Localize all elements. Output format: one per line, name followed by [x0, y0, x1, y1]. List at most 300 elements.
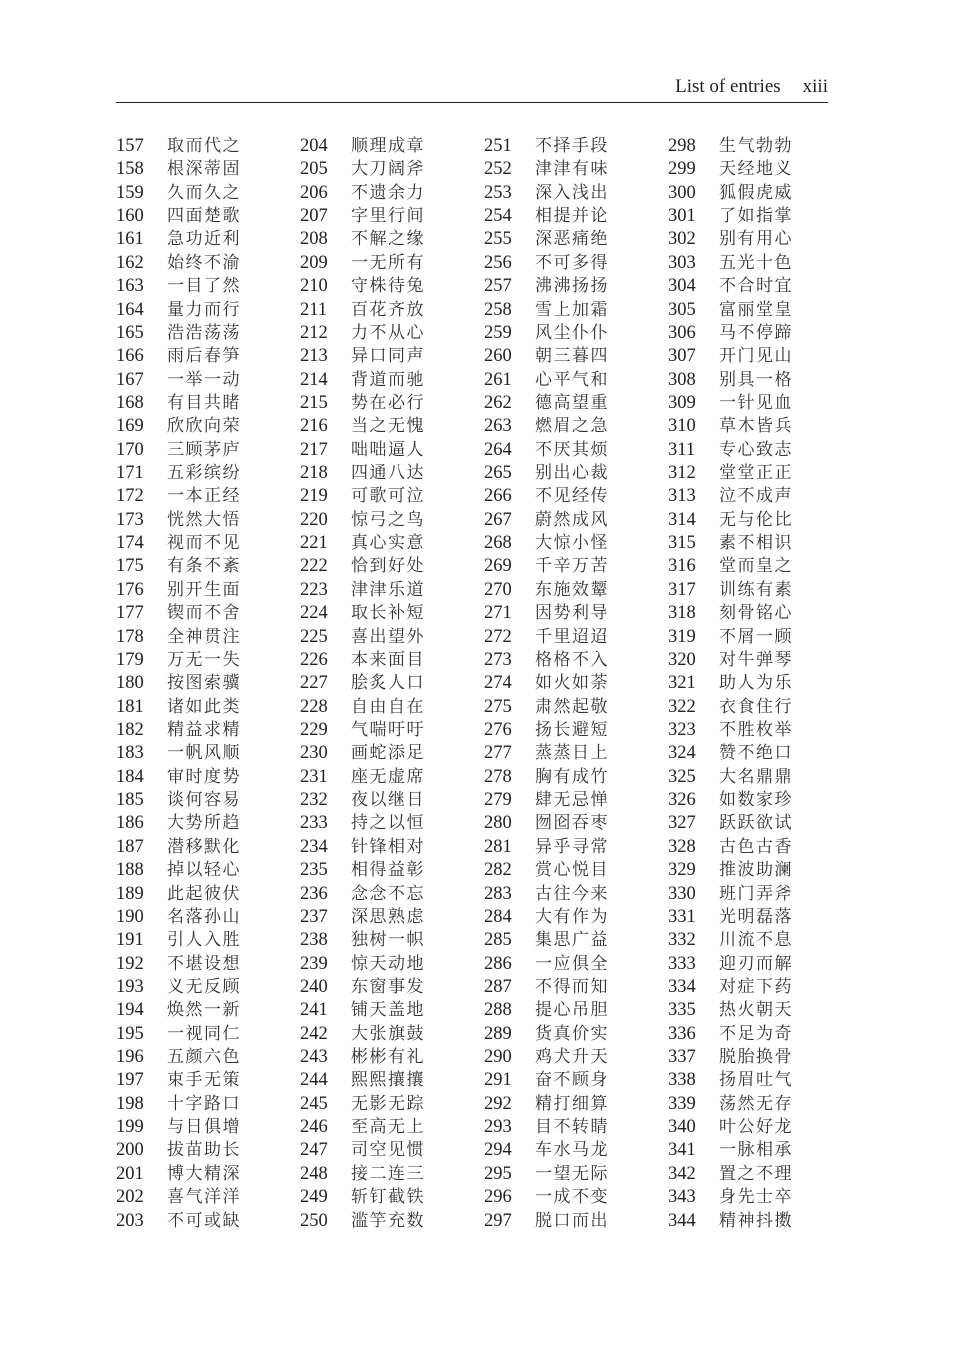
entry-number: 238 — [300, 930, 328, 951]
entry-idiom: 鸡犬升天 — [535, 1047, 609, 1068]
entry-row — [668, 601, 858, 624]
entry-idiom: 博大精深 — [167, 1163, 241, 1184]
entry-idiom: 囫囵吞枣 — [535, 813, 609, 834]
entry-idiom: 念念不忘 — [351, 883, 425, 904]
entry-number: 244 — [300, 1070, 328, 1091]
entry-row — [668, 1092, 858, 1115]
entry-number: 208 — [300, 229, 328, 250]
entry-idiom: 不解之缘 — [351, 229, 425, 250]
entry-number: 299 — [668, 159, 696, 180]
entry-number: 294 — [484, 1140, 512, 1161]
entry-row — [116, 882, 306, 905]
entry-row — [484, 1162, 674, 1185]
entry-row — [484, 461, 674, 484]
entry-row — [484, 1115, 674, 1138]
entry-idiom: 大名鼎鼎 — [719, 766, 793, 787]
entry-idiom: 天经地义 — [719, 159, 793, 180]
entry-row — [116, 1138, 306, 1161]
entry-row — [484, 741, 674, 764]
entry-row — [300, 578, 490, 601]
entry-idiom: 对牛弹琴 — [719, 649, 793, 670]
entry-number: 236 — [300, 883, 328, 904]
entry-idiom: 专心致志 — [719, 439, 793, 460]
entry-number: 248 — [300, 1163, 328, 1184]
entry-number: 181 — [116, 696, 144, 717]
entry-idiom: 斩钉截铁 — [351, 1187, 425, 1208]
entry-number: 307 — [668, 346, 696, 367]
entry-number: 331 — [668, 906, 696, 927]
entry-idiom: 对症下药 — [719, 976, 793, 997]
entry-number: 223 — [300, 579, 328, 600]
entry-row — [300, 134, 490, 157]
entry-idiom: 拔苗助长 — [167, 1140, 241, 1161]
entry-idiom: 根深蒂固 — [167, 159, 241, 180]
entry-idiom: 无与伦比 — [719, 509, 793, 530]
entry-row — [668, 298, 858, 321]
entry-number: 175 — [116, 556, 144, 577]
entry-idiom: 别有用心 — [719, 229, 793, 250]
entry-row — [484, 718, 674, 741]
entry-idiom: 五光十色 — [719, 252, 793, 273]
entry-number: 260 — [484, 346, 512, 367]
entry-number: 287 — [484, 976, 512, 997]
entry-row — [300, 648, 490, 671]
entry-row — [300, 368, 490, 391]
entry-idiom: 势在必行 — [351, 392, 425, 413]
entry-idiom: 恍然大悟 — [167, 509, 241, 530]
entry-number: 235 — [300, 860, 328, 881]
entry-idiom: 堂堂正正 — [719, 463, 793, 484]
entry-row — [300, 858, 490, 881]
entry-row — [300, 181, 490, 204]
entry-idiom: 川流不息 — [719, 930, 793, 951]
entry-row — [668, 554, 858, 577]
entry-number: 221 — [300, 533, 328, 554]
entry-row — [668, 998, 858, 1021]
entry-number: 265 — [484, 463, 512, 484]
entry-idiom: 开门见山 — [719, 346, 793, 367]
entry-number: 259 — [484, 322, 512, 343]
entry-number: 177 — [116, 603, 144, 624]
entry-number: 266 — [484, 486, 512, 507]
entry-number: 196 — [116, 1047, 144, 1068]
entry-number: 209 — [300, 252, 328, 273]
entry-number: 179 — [116, 649, 144, 670]
entry-row — [116, 601, 306, 624]
entry-idiom: 不见经传 — [535, 486, 609, 507]
entry-row — [116, 1185, 306, 1208]
entry-row — [484, 1209, 674, 1232]
entry-number: 164 — [116, 299, 144, 320]
entry-number: 329 — [668, 860, 696, 881]
entry-row — [668, 1068, 858, 1091]
entry-idiom: 取长补短 — [351, 603, 425, 624]
entry-idiom: 置之不理 — [719, 1163, 793, 1184]
entry-number: 213 — [300, 346, 328, 367]
entry-number: 210 — [300, 276, 328, 297]
entry-row — [116, 227, 306, 250]
entry-row — [484, 414, 674, 437]
entry-number: 252 — [484, 159, 512, 180]
entry-number: 257 — [484, 276, 512, 297]
entry-row — [300, 321, 490, 344]
entry-number: 253 — [484, 182, 512, 203]
entry-row — [668, 625, 858, 648]
entry-row — [300, 204, 490, 227]
entry-row — [116, 718, 306, 741]
entry-number: 199 — [116, 1117, 144, 1138]
header-text — [675, 76, 828, 98]
entry-idiom: 持之以恒 — [351, 813, 425, 834]
entry-number: 314 — [668, 509, 696, 530]
entry-idiom: 迎刃而解 — [719, 953, 793, 974]
entry-idiom: 一脉相承 — [719, 1140, 793, 1161]
entry-number: 341 — [668, 1140, 696, 1161]
entry-row — [668, 811, 858, 834]
entry-idiom: 草木皆兵 — [719, 416, 793, 437]
entry-number: 333 — [668, 953, 696, 974]
entry-row — [484, 952, 674, 975]
entry-idiom: 针锋相对 — [351, 836, 425, 857]
entry-number: 283 — [484, 883, 512, 904]
entry-number: 184 — [116, 766, 144, 787]
entry-idiom: 有目共睹 — [167, 392, 241, 413]
entry-row — [116, 1045, 306, 1068]
entry-idiom: 审时度势 — [167, 766, 241, 787]
entry-row — [668, 274, 858, 297]
entry-row — [668, 344, 858, 367]
entry-idiom: 异乎寻常 — [535, 836, 609, 857]
entry-idiom: 津津有味 — [535, 159, 609, 180]
entry-idiom: 脍炙人口 — [351, 673, 425, 694]
entry-row — [668, 1022, 858, 1045]
entry-row — [116, 1022, 306, 1045]
entry-number: 220 — [300, 509, 328, 530]
entry-idiom: 一目了然 — [167, 276, 241, 297]
entry-number: 240 — [300, 976, 328, 997]
entry-idiom: 万无一失 — [167, 649, 241, 670]
entry-idiom: 当之无愧 — [351, 416, 425, 437]
entry-number: 204 — [300, 136, 328, 156]
entry-row — [484, 998, 674, 1021]
entry-number: 315 — [668, 533, 696, 554]
entry-idiom: 铺天盖地 — [351, 1000, 425, 1021]
entry-idiom: 久而久之 — [167, 182, 241, 203]
entry-number: 215 — [300, 392, 328, 413]
entry-row — [300, 695, 490, 718]
entry-number: 194 — [116, 1000, 144, 1021]
entry-row — [300, 952, 490, 975]
entry-number: 201 — [116, 1163, 144, 1184]
entry-idiom: 精益求精 — [167, 719, 241, 740]
entry-idiom: 恰到好处 — [351, 556, 425, 577]
entry-row — [668, 251, 858, 274]
entry-idiom: 大张旗鼓 — [351, 1023, 425, 1044]
entry-idiom: 训练有素 — [719, 579, 793, 600]
entry-number: 167 — [116, 369, 144, 390]
entry-idiom: 千里迢迢 — [535, 626, 609, 647]
entry-row — [116, 952, 306, 975]
entry-number: 311 — [668, 439, 696, 460]
entry-idiom: 相提并论 — [535, 206, 609, 227]
entry-number: 289 — [484, 1023, 512, 1044]
entry-row — [484, 484, 674, 507]
entry-row — [668, 671, 858, 694]
entry-number: 239 — [300, 953, 328, 974]
entry-idiom: 古往今来 — [535, 883, 609, 904]
entry-row — [668, 414, 858, 437]
entry-row — [116, 695, 306, 718]
entry-row — [484, 181, 674, 204]
entry-number: 270 — [484, 579, 512, 600]
entry-idiom: 十字路口 — [167, 1093, 241, 1114]
entry-row — [300, 835, 490, 858]
entry-idiom: 别具一格 — [719, 369, 793, 390]
entry-idiom: 一应俱全 — [535, 953, 609, 974]
entry-row — [484, 1022, 674, 1045]
entry-number: 263 — [484, 416, 512, 437]
entry-row — [484, 321, 674, 344]
entry-number: 290 — [484, 1047, 512, 1068]
entry-idiom: 一成不变 — [535, 1187, 609, 1208]
entry-number: 255 — [484, 229, 512, 250]
entry-row — [116, 1092, 306, 1115]
entry-row — [484, 227, 674, 250]
entry-row — [484, 811, 674, 834]
entry-idiom: 扬长避短 — [535, 719, 609, 740]
entry-row — [668, 438, 858, 461]
entry-idiom: 赞不绝口 — [719, 743, 793, 764]
entry-row — [300, 882, 490, 905]
entry-number: 183 — [116, 743, 144, 764]
entry-number: 200 — [116, 1140, 144, 1161]
entry-row — [668, 835, 858, 858]
entry-idiom: 字里行间 — [351, 206, 425, 227]
entry-idiom: 始终不渝 — [167, 252, 241, 273]
entry-number: 344 — [668, 1210, 696, 1231]
entry-row — [668, 461, 858, 484]
entry-idiom: 熙熙攘攘 — [351, 1070, 425, 1091]
entry-row — [116, 461, 306, 484]
entry-idiom: 热火朝天 — [719, 1000, 793, 1021]
entry-row — [668, 928, 858, 951]
entry-idiom: 精打细算 — [535, 1093, 609, 1114]
entry-idiom: 刻骨铭心 — [719, 603, 793, 624]
entry-row — [300, 765, 490, 788]
entry-row — [668, 321, 858, 344]
entry-number: 232 — [300, 790, 328, 811]
entry-idiom: 千辛万苦 — [535, 556, 609, 577]
entry-row — [484, 1138, 674, 1161]
entry-idiom: 马不停蹄 — [719, 322, 793, 343]
entry-number: 168 — [116, 392, 144, 413]
entry-number: 158 — [116, 159, 144, 180]
entry-row — [300, 625, 490, 648]
entry-idiom: 深恶痛绝 — [535, 229, 609, 250]
entry-idiom: 荡然无存 — [719, 1093, 793, 1114]
entry-row — [484, 578, 674, 601]
entry-idiom: 顺理成章 — [351, 136, 425, 156]
entry-idiom: 此起彼伏 — [167, 883, 241, 904]
entry-idiom: 沸沸扬扬 — [535, 276, 609, 297]
entry-row — [116, 344, 306, 367]
entry-row — [116, 531, 306, 554]
entry-row — [116, 671, 306, 694]
entry-idiom: 燃眉之急 — [535, 416, 609, 437]
entry-idiom: 脱胎换骨 — [719, 1047, 793, 1068]
entry-number: 308 — [668, 369, 696, 390]
entry-idiom: 引人入胜 — [167, 930, 241, 951]
entry-number: 185 — [116, 790, 144, 811]
entry-row — [300, 1068, 490, 1091]
entry-row — [116, 1209, 306, 1232]
entry-row — [668, 227, 858, 250]
entry-row — [668, 484, 858, 507]
entry-idiom: 泣不成声 — [719, 486, 793, 507]
entry-idiom: 因势利导 — [535, 603, 609, 624]
entry-row — [116, 858, 306, 881]
entry-number: 340 — [668, 1117, 696, 1138]
entry-number: 250 — [300, 1210, 328, 1231]
entry-idiom: 雪上加霜 — [535, 299, 609, 320]
entry-row — [300, 157, 490, 180]
entry-number: 227 — [300, 673, 328, 694]
entry-number: 218 — [300, 463, 328, 484]
entry-row — [668, 181, 858, 204]
entry-row — [116, 1162, 306, 1185]
entry-number: 332 — [668, 930, 696, 951]
entry-idiom: 奋不顾身 — [535, 1070, 609, 1091]
entry-idiom: 大刀阔斧 — [351, 159, 425, 180]
entry-number: 339 — [668, 1093, 696, 1114]
entry-number: 335 — [668, 1000, 696, 1021]
entry-number: 292 — [484, 1093, 512, 1114]
entry-idiom: 光明磊落 — [719, 906, 793, 927]
entry-row — [116, 811, 306, 834]
entry-number: 304 — [668, 276, 696, 297]
entry-idiom: 本来面目 — [351, 649, 425, 670]
entry-row — [300, 531, 490, 554]
entry-idiom: 急功近利 — [167, 229, 241, 250]
entry-row — [300, 508, 490, 531]
entry-number: 251 — [484, 136, 512, 156]
entry-number: 165 — [116, 322, 144, 343]
entry-idiom: 力不从心 — [351, 322, 425, 343]
entry-row — [484, 928, 674, 951]
entry-idiom: 一帆风顺 — [167, 743, 241, 764]
entry-idiom: 蔚然成风 — [535, 509, 609, 530]
entry-row — [484, 648, 674, 671]
entry-row — [484, 274, 674, 297]
entry-number: 202 — [116, 1187, 144, 1208]
entry-number: 306 — [668, 322, 696, 343]
entry-row — [116, 438, 306, 461]
entry-row — [484, 531, 674, 554]
entry-number: 280 — [484, 813, 512, 834]
entry-idiom: 助人为乐 — [719, 673, 793, 694]
entry-row — [300, 928, 490, 951]
entry-idiom: 焕然一新 — [167, 1000, 241, 1021]
entry-idiom: 四面楚歌 — [167, 206, 241, 227]
entry-number: 338 — [668, 1070, 696, 1091]
entry-idiom: 深入浅出 — [535, 182, 609, 203]
entry-idiom: 富丽堂皇 — [719, 299, 793, 320]
header-title: List of entries — [675, 76, 781, 97]
entry-row — [116, 998, 306, 1021]
entry-row — [116, 741, 306, 764]
entry-number: 180 — [116, 673, 144, 694]
entry-number: 300 — [668, 182, 696, 203]
entry-idiom: 堂而皇之 — [719, 556, 793, 577]
entry-row — [300, 601, 490, 624]
entry-idiom: 津津乐道 — [351, 579, 425, 600]
entry-idiom: 独树一帜 — [351, 930, 425, 951]
entry-idiom: 浩浩荡荡 — [167, 322, 241, 343]
entry-number: 161 — [116, 229, 144, 250]
entry-idiom: 至高无上 — [351, 1117, 425, 1138]
entry-idiom: 百花齐放 — [351, 299, 425, 320]
entry-idiom: 大势所趋 — [167, 813, 241, 834]
entry-idiom: 生气勃勃 — [719, 136, 793, 156]
entry-number: 233 — [300, 813, 328, 834]
entry-number: 192 — [116, 953, 144, 974]
entry-idiom: 真心实意 — [351, 533, 425, 554]
entry-idiom: 赏心悦目 — [535, 860, 609, 881]
entry-idiom: 夜以继日 — [351, 790, 425, 811]
entry-number: 274 — [484, 673, 512, 694]
entry-number: 243 — [300, 1047, 328, 1068]
entry-number: 249 — [300, 1187, 328, 1208]
entry-idiom: 量力而行 — [167, 299, 241, 320]
entry-row — [116, 391, 306, 414]
entry-row — [668, 648, 858, 671]
entry-row — [116, 648, 306, 671]
entry-row — [668, 788, 858, 811]
entry-number: 159 — [116, 182, 144, 203]
entry-number: 193 — [116, 976, 144, 997]
entry-row — [668, 695, 858, 718]
entry-row — [116, 204, 306, 227]
entry-idiom: 不厌其烦 — [535, 439, 609, 460]
entry-number: 163 — [116, 276, 144, 297]
entry-row — [116, 181, 306, 204]
entry-number: 298 — [668, 136, 696, 156]
entry-row — [300, 1138, 490, 1161]
entry-row — [484, 251, 674, 274]
entry-number: 271 — [484, 603, 512, 624]
entry-row — [116, 765, 306, 788]
entry-idiom: 狐假虎威 — [719, 182, 793, 203]
entry-idiom: 可歌可泣 — [351, 486, 425, 507]
entry-idiom: 不遗余力 — [351, 182, 425, 203]
entry-idiom: 五颜六色 — [167, 1047, 241, 1068]
entry-row — [300, 975, 490, 998]
entry-row — [116, 975, 306, 998]
entry-row — [668, 975, 858, 998]
entry-idiom: 衣食住行 — [719, 696, 793, 717]
entry-row — [300, 1115, 490, 1138]
entry-idiom: 货真价实 — [535, 1023, 609, 1044]
entry-row — [116, 578, 306, 601]
entry-row — [668, 531, 858, 554]
entry-row — [484, 508, 674, 531]
entry-idiom: 一视同仁 — [167, 1023, 241, 1044]
entry-row — [484, 882, 674, 905]
entry-row — [668, 952, 858, 975]
entry-idiom: 跃跃欲试 — [719, 813, 793, 834]
entry-number: 171 — [116, 463, 144, 484]
entry-number: 278 — [484, 766, 512, 787]
